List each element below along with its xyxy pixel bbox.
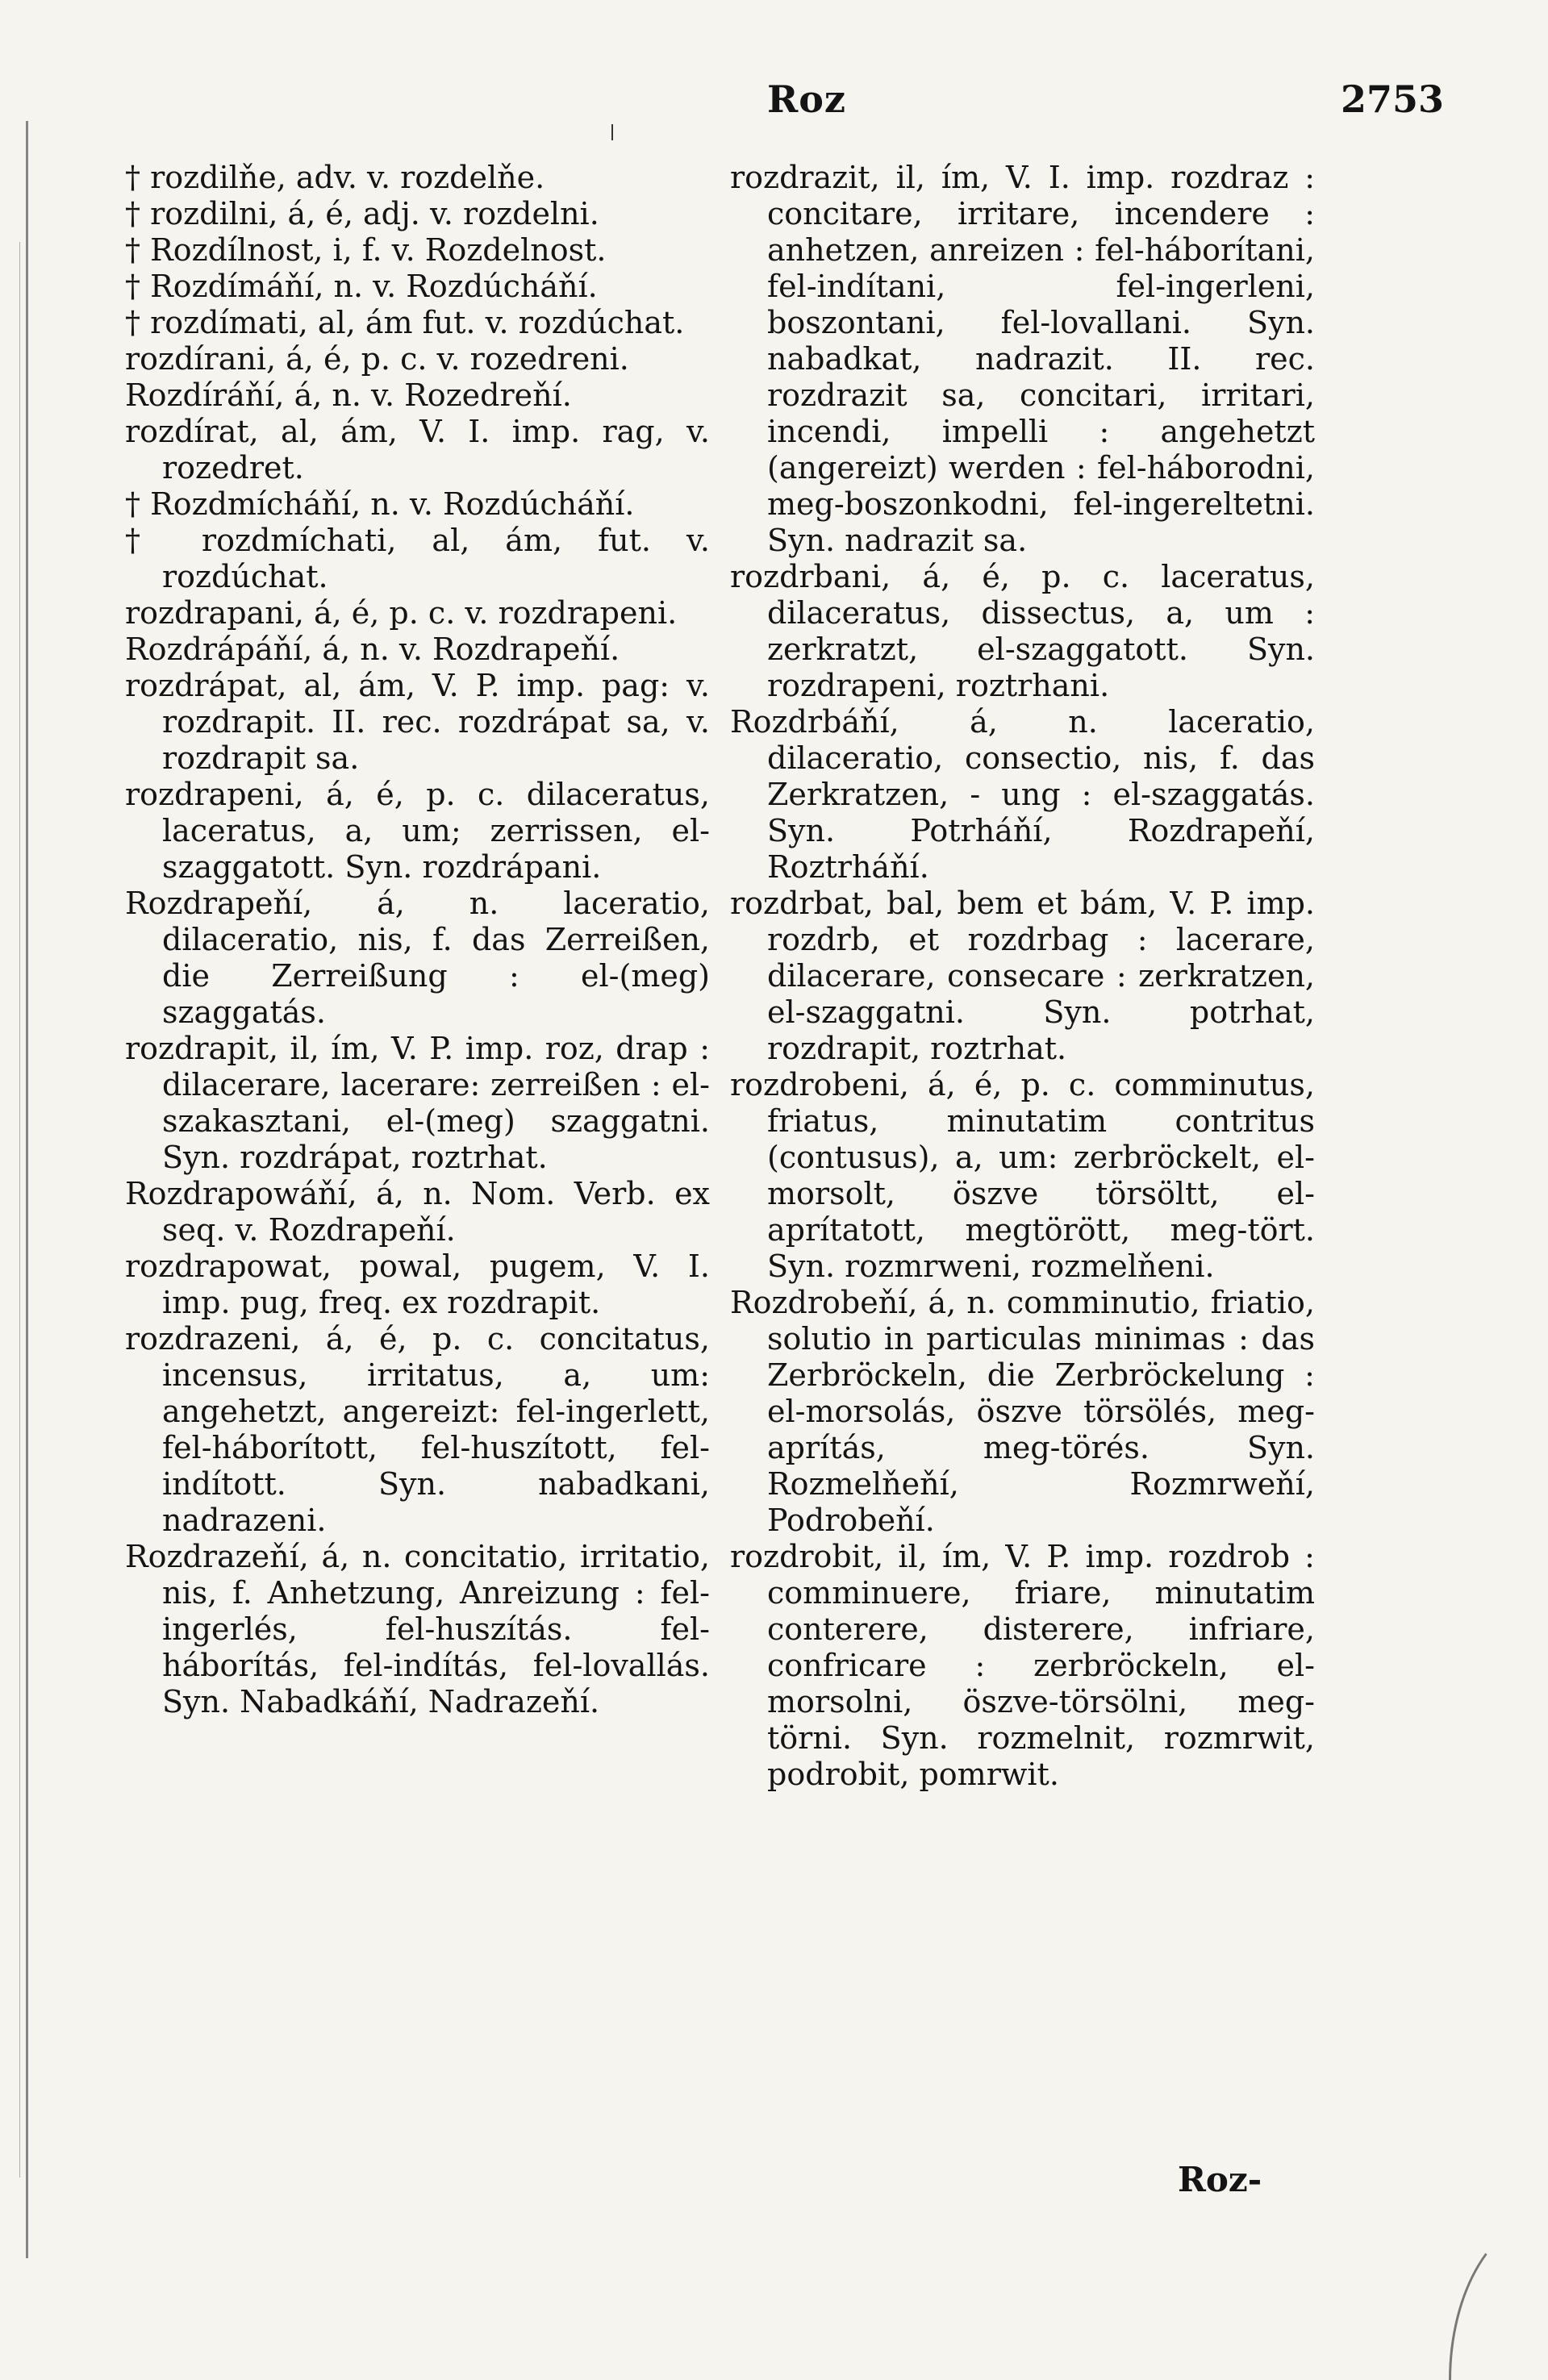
dictionary-entry: rozdrapowat, powal, pugem, V. I. imp. pug, freq. ex rozdrapit. [125, 1248, 710, 1320]
dictionary-entry: † rozdilňe, adv. v. rozdelňe. [125, 160, 545, 195]
dictionary-entry: rozdrapit, il, ím, V. P. imp. roz, drap : dilacerare, lacerare: zerreißen : el-szakasztani, el-(meg) szaggatni. Syn. rozdrápat, roztrhat. [125, 1031, 710, 1175]
dictionary-entry: rozdírani, á, é, p. c. v. rozedreni. [125, 341, 629, 377]
printer-mark [611, 124, 613, 140]
page-curl-mark [1449, 2216, 1548, 2380]
dictionary-entry: rozdrápat, al, ám, V. P. imp. pag: v. rozdrapit. II. rec. rozdrápat sa, v. rozdrapit sa. [125, 668, 710, 776]
page-header [121, 77, 1492, 134]
dictionary-entry: Rozdrazeňí, á, n. concitatio, irritatio, nis, f. Anhetzung, Anreizung : fel-ingerlés, fel-huszítás. fel-háborítás, fel-indítás, fel-lovallás. Syn. Nabadkáňí, Nadrazeňí. [125, 1539, 710, 1719]
right-column [730, 160, 1315, 1793]
dictionary-entry: rozdrazit, il, ím, V. I. imp. rozdraz : concitare, irritare, incendere : anhetzen, anreizen : fel-háborítani, fel-indítani, fel-ingerleni, boszontani, fel-lovallani. Syn. nabadkat, nadrazit. II. rec. rozdrazit sa, concitari, irritari, incendi, impelli : angehetzt (angereizt) werden : fel-háborodni, meg-boszonkodni, fel-ingereltetni. Syn. nadrazit sa. [730, 160, 1315, 558]
running-head: Roz [766, 77, 847, 121]
binding-edge-line [19, 242, 20, 2178]
dictionary-entry: rozdrobit, il, ím, V. P. imp. rozdrob : comminuere, friare, minutatim conterere, disterere, infriare, confricare : zerbröckeln, el-morsolni, öszve-törsölni, meg-törni. Syn. rozmelnit, rozmrwit, podrobit, pomrwit. [730, 1539, 1315, 1792]
dictionary-entry: Rozdrapowáňí, á, n. Nom. Verb. ex seq. v. Rozdrapeňí. [125, 1176, 710, 1248]
dictionary-entry: rozdrapeni, á, é, p. c. dilaceratus, laceratus, a, um; zerrissen, el-szaggatott. Syn. rozdrápani. [125, 777, 710, 885]
dictionary-entry: Rozdrápáňí, á, n. v. Rozdrapeňí. [125, 631, 620, 667]
dictionary-entry: Rozdíráňí, á, n. v. Rozedreňí. [125, 377, 572, 413]
dictionary-entry: Rozdrbáňí, á, n. laceratio, dilaceratio, consectio, nis, f. das Zerkratzen, - ung : el-szaggatás. Syn. Potrháňí, Rozdrapeňí, Roztrháňí. [730, 704, 1315, 885]
dictionary-entry: Rozdrapeňí, á, n. laceratio, dilaceratio, nis, f. das Zerreißen, die Zerreißung : el-(meg) szaggatás. [125, 886, 710, 1030]
dictionary-entry: † Rozdílnost, i, f. v. Rozdelnost. [125, 232, 607, 268]
catchword: Roz- [1178, 2160, 1262, 2199]
dictionary-entry: rozdrobeni, á, é, p. c. comminutus, friatus, minutatim contritus (contusus), a, um: zerbröckelt, el-morsolt, öszve törsöltt, el-aprítatott, megtörött, meg-tört. Syn. rozmrweni, rozmelňeni. [730, 1067, 1315, 1284]
dictionary-entry: rozdrapani, á, é, p. c. v. rozdrapeni. [125, 595, 678, 631]
dictionary-entry: † rozdímati, al, ám fut. v. rozdúchat. [125, 305, 685, 340]
dictionary-entry: rozdírat, al, ám, V. I. imp. rag, v. rozedret. [125, 414, 710, 486]
binding-edge-shadow [26, 121, 28, 2258]
dictionary-entry: † rozdmíchati, al, ám, fut. v. rozdúchat. [125, 523, 710, 594]
dictionary-entry: rozdrbat, bal, bem et bám, V. P. imp. rozdrb, et rozdrbag : lacerare, dilacerare, consecare : zerkratzen, el-szaggatni. Syn. potrhat, rozdrapit, roztrhat. [730, 886, 1315, 1066]
dictionary-entry: Rozdrobeňí, á, n. comminutio, friatio, solutio in particulas minimas : das Zerbröckeln, die Zerbröckelung : el-morsolás, öszve törsölés, meg-aprítás, meg-törés. Syn. Rozmelňeňí, Rozmrweňí, Podrobeňí. [730, 1285, 1315, 1538]
left-column [125, 160, 710, 1720]
dictionary-entry: † Rozdímáňí, n. v. Rozdúcháňí. [125, 269, 598, 304]
dictionary-entry: rozdrazeni, á, é, p. c. concitatus, incensus, irritatus, a, um: angehetzt, angereizt: fel-ingerlett, fel-háborított, fel-huszított, fel-indított. Syn. nabadkani, nadrazeni. [125, 1321, 710, 1538]
dictionary-entry: rozdrbani, á, é, p. c. laceratus, dilaceratus, dissectus, a, um : zerkratzt, el-szaggatott. Syn. rozdrapeni, roztrhani. [730, 559, 1315, 703]
page-number: 2753 [1340, 77, 1444, 121]
dictionary-entry: † Rozdmícháňí, n. v. Rozdúcháňí. [125, 486, 635, 522]
dictionary-entry: † rozdilni, á, é, adj. v. rozdelni. [125, 196, 599, 231]
